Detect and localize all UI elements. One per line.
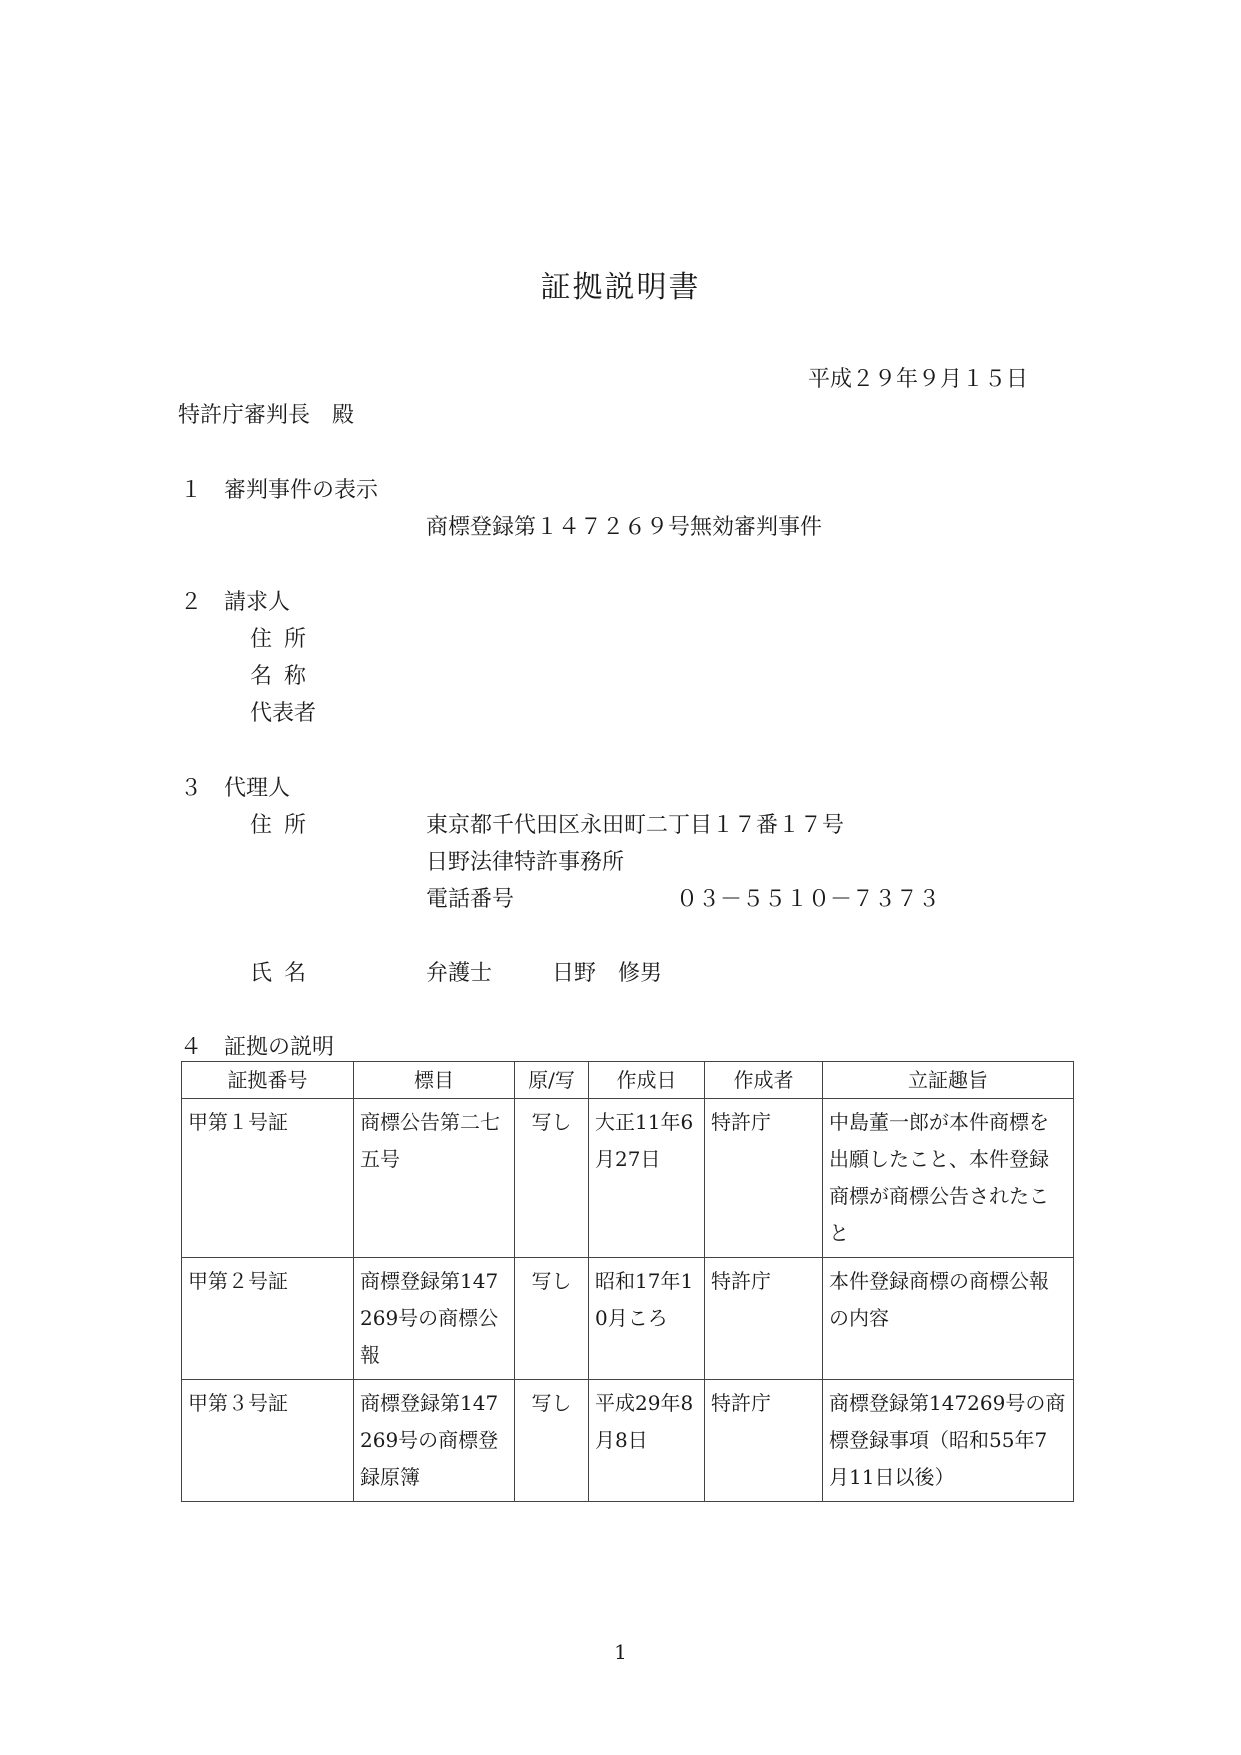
section4-heading: ４ 証拠の説明 (180, 1035, 335, 1060)
document-title: 証拠説明書 (540, 270, 701, 305)
item-cell: 商標登録第147269号の商標公報 (354, 1258, 515, 1380)
evidence-number-cell: 甲第２号証 (182, 1258, 354, 1380)
page-number: 1 (614, 1640, 627, 1664)
item-cell: 商標公告第二七五号 (354, 1099, 515, 1258)
claimant-name-label: 名称 (250, 664, 319, 689)
column-header-purpose: 立証趣旨 (823, 1062, 1074, 1099)
agent-phone: ０３－５５１０－７３７３ (676, 887, 941, 912)
column-header-evidence-number: 証拠番号 (182, 1062, 354, 1099)
original-copy-cell: 写し (515, 1380, 589, 1502)
document-date: 平成２９年９月１５日 (808, 367, 1029, 392)
table-row (182, 1099, 1074, 1258)
item-cell: 商標登録第147269号の商標登録原簿 (354, 1380, 515, 1502)
agent-name: 日野 修男 (552, 961, 663, 986)
claimant-representative-label: 代表者 (250, 701, 317, 726)
section1-heading: １ 審判事件の表示 (180, 478, 379, 503)
column-header-creation-date: 作成日 (589, 1062, 705, 1099)
table-row (182, 1258, 1074, 1380)
purpose-cell: 商標登録第147269号の商標登録事項（昭和55年7月11日以後） (823, 1380, 1074, 1502)
creator-cell: 特許庁 (705, 1099, 823, 1258)
table-row (182, 1380, 1074, 1502)
column-header-original-copy: 原/写 (515, 1062, 589, 1099)
creation-date-cell: 平成29年8月8日 (589, 1380, 705, 1502)
original-copy-cell: 写し (515, 1099, 589, 1258)
agent-office: 日野法律特許事務所 (426, 850, 625, 875)
claimant-address-label: 住所 (250, 627, 319, 652)
creator-cell: 特許庁 (705, 1258, 823, 1380)
case-display: 商標登録第１４７２６９号無効審判事件 (426, 515, 823, 540)
purpose-cell: 中島董一郎が本件商標を出願したこと、本件登録商標が商標公告されたこと (823, 1099, 1074, 1258)
column-header-creator: 作成者 (705, 1062, 823, 1099)
original-copy-cell: 写し (515, 1258, 589, 1380)
evidence-number-cell: 甲第３号証 (182, 1380, 354, 1502)
addressee: 特許庁審判長 殿 (178, 403, 355, 428)
creator-cell: 特許庁 (705, 1380, 823, 1502)
evidence-number-cell: 甲第１号証 (182, 1099, 354, 1258)
agent-phone-label: 電話番号 (426, 887, 515, 912)
table-header-row (182, 1062, 1074, 1099)
agent-address: 東京都千代田区永田町二丁目１７番１７号 (426, 813, 845, 838)
agent-title: 弁護士 (426, 961, 493, 986)
creation-date-cell: 昭和17年10月ころ (589, 1258, 705, 1380)
agent-name-label: 氏名 (250, 961, 319, 986)
section3-heading: ３ 代理人 (180, 776, 291, 801)
creation-date-cell: 大正11年6月27日 (589, 1099, 705, 1258)
evidence-table (181, 1061, 1074, 1502)
column-header-item: 標目 (354, 1062, 515, 1099)
purpose-cell: 本件登録商標の商標公報の内容 (823, 1258, 1074, 1380)
agent-address-label: 住所 (250, 813, 319, 838)
section2-heading: ２ 請求人 (180, 590, 291, 615)
